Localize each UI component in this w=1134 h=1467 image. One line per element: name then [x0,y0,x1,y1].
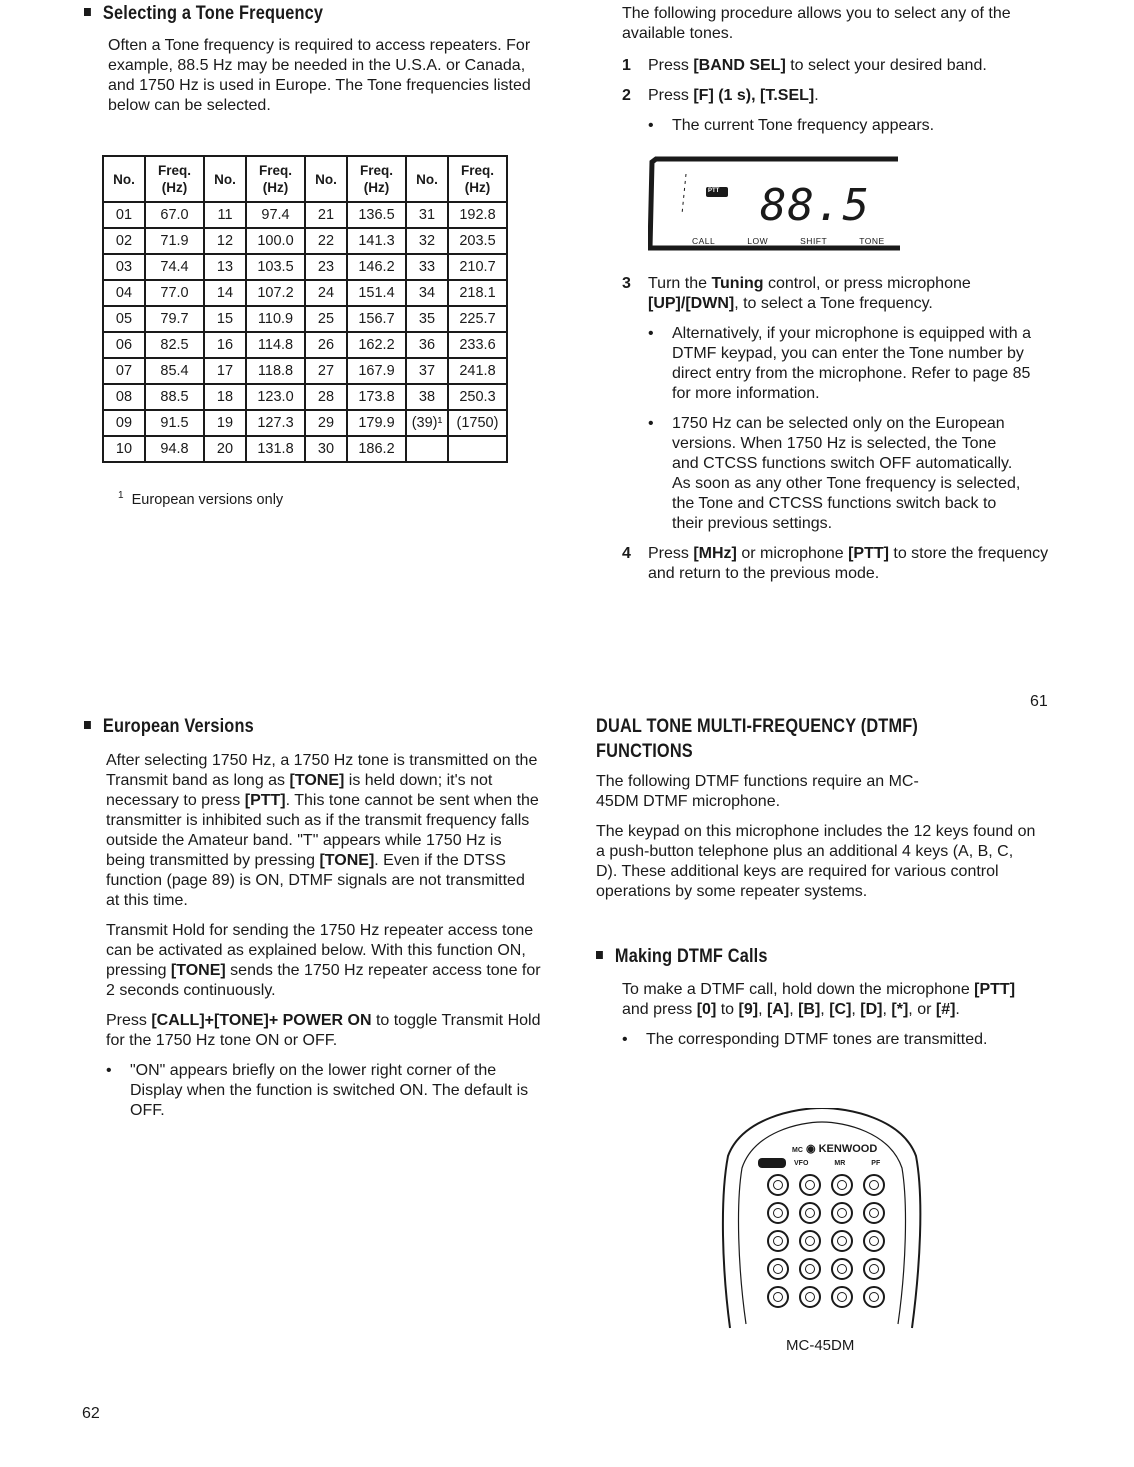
mic-key-icon [799,1174,821,1196]
step-2: 2 Press [F] (1 s), [T.SEL]. [622,87,819,104]
tone-frequency-cell: (1750) [448,410,507,436]
tone-number-cell: 34 [406,280,448,306]
th-freq: Freq. (Hz) [347,156,406,202]
mic-top-key-label: MR [834,1160,846,1167]
tone-number-cell: 13 [204,254,246,280]
tone-frequency-cell: 127.3 [246,410,305,436]
th-freq: Freq. (Hz) [145,156,204,202]
mic-key-icon [863,1258,885,1280]
table-row [103,332,507,358]
mic-key-icon [767,1258,789,1280]
tone-number-cell: 24 [305,280,347,306]
right-procedure-cont [622,274,1052,594]
mic-keypad-row [756,1286,896,1308]
lcd-label: LOW [747,236,769,246]
tone-frequency-cell: 141.3 [347,228,406,254]
tone-number-cell: 23 [305,254,347,280]
mic-key-icon [831,1286,853,1308]
lcd-labels [692,236,885,246]
mic-key-icon [831,1174,853,1196]
footnote: $^1$ European versions only [118,490,284,508]
step-1: 1 Press [BAND SEL] to select your desired band. [622,57,987,74]
tone-number-cell: 02 [103,228,145,254]
dtmf-heading: DUAL TONE MULTI-FREQUENCY (DTMF) FUNCTIONS [596,716,919,762]
th-freq: Freq. (Hz) [448,156,507,202]
tone-number-cell: 09 [103,410,145,436]
tone-frequency-cell: 77.0 [145,280,204,306]
mic-key-icon [767,1286,789,1308]
mic-key-icon [799,1258,821,1280]
tone-frequency-cell: 179.9 [347,410,406,436]
tone-number-cell [406,436,448,462]
dtmf-paragraph-2: The keypad on this microphone includes the 12 keys found on a push-button telephone plus an additional 4 keys (A, B, C, D). These additional keys are required for various control operations by some repeater systems. [596,823,1036,900]
table-row [103,384,507,410]
tone-frequency-cell: 88.5 [145,384,204,410]
euro-paragraph-1: After selecting 1750 Hz, a 1750 Hz tone is transmitted on the Transmit band as long as [TONE] is held down; it's not necessary to press [PTT]. This tone cannot be sent when the transmitter is inhibited such as if the transmit frequency falls outside the Amateur band. "T" appears while 1750 Hz is being transmitted by pressing [TONE]. Even if the DTSS function (page 89) is ON, DTMF signals are not transmitted at this time. [106,752,539,909]
euro-paragraph-2: Transmit Hold for sending the 1750 Hz repeater access tone can be activated as explained below. With this function ON, pressing [TONE] sends the 1750 Hz repeater access tone for 2 seconds continuously. [106,922,541,999]
heading-bullet-icon [84,721,91,729]
tone-frequency-cell: 82.5 [145,332,204,358]
tone-frequency-cell: 210.7 [448,254,507,280]
tone-number-cell: 31 [406,202,448,228]
tone-frequency-cell: 250.3 [448,384,507,410]
tone-frequency-cell: 91.5 [145,410,204,436]
tone-number-cell: 21 [305,202,347,228]
mic-keypad-row [756,1258,896,1280]
mic-keypad [756,1174,896,1314]
table-row [103,410,507,436]
mic-key-icon [767,1202,789,1224]
tone-frequency-cell: 123.0 [246,384,305,410]
page-number-left: 62 [82,1405,100,1422]
page-number-right: 61 [1030,693,1048,710]
tone-number-cell: 38 [406,384,448,410]
mic-key-icon [863,1174,885,1196]
euro-paragraph-3: Press [CALL]+[TONE]+ POWER ON to toggle Transmit Hold for the 1750 Hz tone ON or OFF. [106,1012,541,1049]
tone-frequency-cell: 97.4 [246,202,305,228]
mic-key-icon [767,1230,789,1252]
mic-key-icon [831,1258,853,1280]
tone-frequency-cell: 136.5 [347,202,406,228]
tone-heading: Selecting a Tone Frequency [84,3,323,25]
tone-number-cell: 35 [406,306,448,332]
step-3: 3 Turn the Tuning control, or press microphone [UP]/[DWN], to select a Tone frequency. [622,275,971,312]
tone-frequency-cell: 192.8 [448,202,507,228]
tone-number-cell: 04 [103,280,145,306]
tone-number-cell: 05 [103,306,145,332]
tone-frequency-cell: 218.1 [448,280,507,306]
tone-number-cell: 19 [204,410,246,436]
tone-number-cell: 27 [305,358,347,384]
tone-number-cell: 25 [305,306,347,332]
microphone-illustration [718,1108,924,1330]
tone-number-cell: 10 [103,436,145,462]
step-3-bullet-1: • Alternatively, if your microphone is equipped with a DTMF keypad, you can enter the Tone number by direct entry from the microphone. Refer to page 85 for more information. [648,325,1031,402]
tone-frequency-cell: 156.7 [347,306,406,332]
euro-section [106,751,542,1131]
tone-intro: Often a Tone frequency is required to access repeaters. For example, 88.5 Hz may be needed in the U.S.A. or Canada, and 1750 Hz is used in Europe. The Tone frequencies listed below can be selected. [108,37,531,114]
mic-key-icon [767,1174,789,1196]
tone-frequency-cell: 225.7 [448,306,507,332]
tone-frequency-cell: 233.6 [448,332,507,358]
tone-frequency-cell: 74.4 [145,254,204,280]
step-2-bullet: • The current Tone frequency appears. [648,117,935,134]
table-row [103,358,507,384]
mic-keypad-row [756,1202,896,1224]
tone-frequency-cell: 107.2 [246,280,305,306]
tone-number-cell: 14 [204,280,246,306]
tone-number-cell: (39)¹ [406,410,448,436]
mic-top-key-label: VFO [794,1160,809,1167]
lcd-label: SHIFT [800,236,828,246]
tone-number-cell: 32 [406,228,448,254]
tone-number-cell: 28 [305,384,347,410]
tone-number-cell: 36 [406,332,448,358]
dtmf-section [596,772,1038,912]
tone-number-cell: 08 [103,384,145,410]
calls-heading: Making DTMF Calls [596,946,768,968]
table-row [103,306,507,332]
lcd-ptt-indicator: PTT [708,188,720,194]
mic-key-icon [863,1202,885,1224]
tone-number-cell: 03 [103,254,145,280]
tone-number-cell: 07 [103,358,145,384]
tone-number-cell: 06 [103,332,145,358]
heading-bullet-icon [84,8,91,16]
table-header-row [103,156,507,202]
tone-number-cell: 22 [305,228,347,254]
tone-frequency-cell: 79.7 [145,306,204,332]
dtmf-paragraph-1: The following DTMF functions require an MC-45DM DTMF microphone. [596,773,919,810]
tone-frequency-cell: 173.8 [347,384,406,410]
th-freq: Freq. (Hz) [246,156,305,202]
tone-frequency-cell: 71.9 [145,228,204,254]
tone-number-cell: 29 [305,410,347,436]
tone-frequency-cell: 114.8 [246,332,305,358]
th-no: No. [305,156,347,202]
tone-number-cell: 20 [204,436,246,462]
tone-number-cell: 16 [204,332,246,358]
th-no: No. [406,156,448,202]
tone-number-cell: 18 [204,384,246,410]
tone-frequency-cell [448,436,507,462]
euro-bullet: • "ON" appears briefly on the lower right corner of the Display when the function is switched ON. The default is OFF. [106,1062,529,1119]
step-4: 4 Press [MHz] or microphone [PTT] to store the frequency and return to the previous mode. [622,545,1049,582]
mic-key-icon [799,1230,821,1252]
mic-key-icon [863,1286,885,1308]
euro-heading: European Versions [84,716,254,738]
tone-frequency-cell: 203.5 [448,228,507,254]
lcd-display [648,156,900,254]
right-procedure [622,4,1052,146]
tone-frequency-cell: 131.8 [246,436,305,462]
mic-key-icon [799,1202,821,1224]
tone-number-cell: 37 [406,358,448,384]
table-row [103,228,507,254]
lcd-label: CALL [692,236,716,246]
tone-frequency-cell: 241.8 [448,358,507,384]
mic-key-icon [799,1286,821,1308]
mic-keypad-row [756,1230,896,1252]
calls-bullet: • The corresponding DTMF tones are transmitted. [622,1031,988,1048]
tone-frequency-cell: 100.0 [246,228,305,254]
tone-frequency-cell: 162.2 [347,332,406,358]
procedure-intro: The following procedure allows you to select any of the available tones. [622,5,1011,42]
tone-number-cell: 01 [103,202,145,228]
tone-number-cell: 11 [204,202,246,228]
tone-number-cell: 15 [204,306,246,332]
th-no: No. [204,156,246,202]
table-row [103,254,507,280]
tone-number-cell: 26 [305,332,347,358]
tone-frequency-cell: 151.4 [347,280,406,306]
tone-frequency-cell: 110.9 [246,306,305,332]
tone-frequency-cell: 146.2 [347,254,406,280]
mic-brand: MC ◉ KENWOOD [792,1143,878,1155]
tone-number-cell: 33 [406,254,448,280]
tone-frequency-cell: 118.8 [246,358,305,384]
mic-caption: MC-45DM [786,1337,855,1354]
mic-key-icon [863,1230,885,1252]
table-body [103,202,507,462]
calls-section [622,980,1042,1060]
th-no: No. [103,156,145,202]
table-row [103,436,507,462]
mic-keypad-row [756,1174,896,1196]
step-3-bullet-2: • 1750 Hz can be selected only on the European versions. When 1750 Hz is selected, the Tone and CTCSS functions switch OFF automatically. As soon as any other Tone frequency is selected, the Tone and CTCSS functions switch back to their previous settings. [648,415,1021,532]
mic-top-key-labels [794,1160,880,1167]
heading-bullet-icon [596,951,603,959]
tone-number-cell: 12 [204,228,246,254]
tone-frequency-cell: 67.0 [145,202,204,228]
tone-frequency-cell: 94.8 [145,436,204,462]
table-row [103,202,507,228]
tone-frequency-table [102,155,508,463]
tone-number-cell: 17 [204,358,246,384]
tone-frequency-cell: 103.5 [246,254,305,280]
tone-number-cell: 30 [305,436,347,462]
mic-key-icon [831,1202,853,1224]
lcd-digits: 88.5 [760,180,870,231]
mic-key-icon [831,1230,853,1252]
calls-paragraph: To make a DTMF call, hold down the microphone [PTT] and press [0] to [9], [A], [B], [C], [D], [*], or [#]. [622,981,1016,1018]
tone-frequency-cell: 85.4 [145,358,204,384]
tone-frequency-cell: 186.2 [347,436,406,462]
mic-top-key-label: PF [871,1160,881,1167]
lcd-label: TONE [859,236,885,246]
tone-frequency-cell: 167.9 [347,358,406,384]
table-row [103,280,507,306]
